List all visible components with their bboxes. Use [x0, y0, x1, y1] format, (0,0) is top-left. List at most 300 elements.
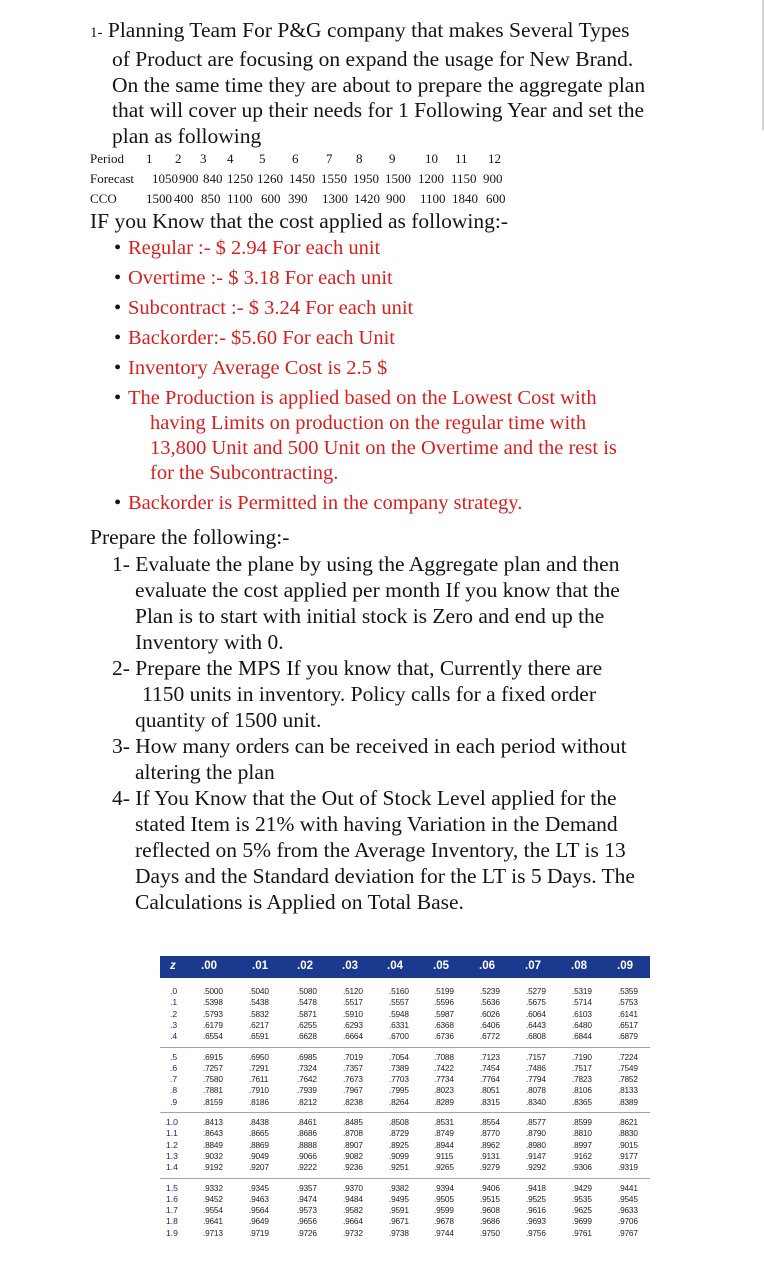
z-row-label: 1.4 [166, 1162, 178, 1173]
z-table-cell: .9732 [343, 1227, 363, 1238]
z-table-cell: .9738 [389, 1227, 409, 1238]
z-table-cell: .5398 [203, 997, 223, 1008]
z-table-cell: .9726 [297, 1227, 317, 1238]
z-table-cell: .7454 [480, 1062, 500, 1073]
z-table-cell: .9573 [297, 1205, 317, 1216]
z-table-cell: .6591 [249, 1031, 269, 1042]
z-table-cell: .7257 [203, 1062, 223, 1073]
z-table-cell: .9251 [389, 1162, 409, 1173]
z-table-cell: .8599 [572, 1117, 592, 1127]
z-table-cell: .8830 [618, 1128, 638, 1139]
z-table-cell: .7580 [203, 1074, 223, 1085]
z-table-cell: .7939 [297, 1085, 317, 1096]
question-line-1: 1- Planning Team For P&G company that makes Several Types [90, 18, 630, 42]
z-table-cell: .8264 [389, 1096, 409, 1107]
cco-cell: 1840 [452, 191, 478, 206]
z-table-cell: .9357 [297, 1182, 317, 1193]
z-table-cell: .9582 [343, 1205, 363, 1216]
forecast-cell: 1260 [257, 171, 283, 186]
z-group-divider [160, 1178, 650, 1179]
z-table-cell: .8389 [618, 1096, 638, 1107]
z-table-cell: .9474 [297, 1193, 317, 1204]
z-table-cell: .9525 [526, 1193, 546, 1204]
z-row-label: .9 [170, 1096, 178, 1107]
z-table-cell: .6293 [343, 1019, 363, 1030]
z-table-cell: .5199 [434, 986, 454, 996]
z-row-label: 1.8 [166, 1216, 178, 1227]
period-cell: 7 [326, 151, 333, 166]
task-4: 4- If You Know that the Out of Stock Level applied for the stated Item is 21% with having Variation in the Demand reflected on 5% from the Average Inventory, the LT is 13 Days and the Standard deviation for the LT is 5 Days. The Calculations is Applied on Total Base. [112, 786, 635, 914]
z-column-header: .05 [433, 960, 449, 972]
z-table-cell: .7881 [203, 1085, 223, 1096]
z-table-cell: .9505 [434, 1193, 454, 1204]
z-table-cell: .5675 [526, 997, 546, 1008]
z-table-cell: .7190 [572, 1051, 592, 1062]
z-table-cell: .8289 [434, 1096, 454, 1107]
z-table-cell: .9306 [572, 1162, 592, 1173]
z-table-cell: .7224 [618, 1051, 638, 1062]
z-table-cell: .9671 [389, 1216, 409, 1227]
z-table-cell: .7703 [389, 1074, 409, 1085]
z-table-cell: .9616 [526, 1205, 546, 1216]
z-table-cell: .7823 [572, 1074, 592, 1085]
z-table-cell: .8944 [434, 1139, 454, 1150]
z-table-cell: .6179 [203, 1019, 223, 1030]
z-row-label: .0 [170, 986, 178, 996]
z-column-header: .02 [297, 960, 313, 972]
z-table-cell: .6026 [480, 1008, 500, 1019]
z-column-header: .08 [571, 960, 587, 972]
question-line-3: On the same time they are about to prepare the aggregate plan [112, 72, 646, 97]
cco-cell: 600 [261, 191, 281, 206]
cco-cell: 850 [201, 191, 221, 206]
z-table-cell: .5793 [203, 1008, 223, 1019]
z-table-cell: .9678 [434, 1216, 454, 1227]
z-table-cell: .7910 [249, 1085, 269, 1096]
z-table-cell: .9633 [618, 1205, 638, 1216]
z-table-cell: .7967 [343, 1085, 363, 1096]
task-list [112, 551, 752, 915]
z-table-cell: .8133 [618, 1085, 638, 1096]
period-cell: 4 [227, 151, 234, 166]
z-table-cell: .9394 [434, 1182, 454, 1193]
period-cell: 1 [146, 151, 153, 166]
z-table-cell: .7123 [480, 1051, 500, 1062]
z-row-label: 1.6 [166, 1193, 178, 1204]
cco-cell: 1100 [227, 191, 253, 206]
task-3: 3- How many orders can be received in each period without altering the plan [112, 734, 627, 784]
cco-cell: 600 [486, 191, 506, 206]
z-table-cell: .8749 [434, 1128, 454, 1139]
z-table-cell: .9382 [389, 1182, 409, 1193]
z-table-cell: .8159 [203, 1096, 223, 1107]
z-table-cell: .7291 [249, 1062, 269, 1073]
z-table-cell: .6985 [297, 1051, 317, 1062]
z-table-cell: .7642 [297, 1074, 317, 1085]
period-cell: 11 [455, 151, 468, 166]
z-table-cell: .5120 [343, 986, 363, 996]
z-table-cell: .6628 [297, 1031, 317, 1042]
z-table-cell: .9515 [480, 1193, 500, 1204]
cost-list [114, 236, 734, 521]
period-cell: 6 [292, 151, 299, 166]
question-line-4: that will cover up their needs for 1 Following Year and set the [112, 98, 645, 123]
prepare-heading: Prepare the following:- [90, 525, 290, 549]
z-table-cell: .6103 [572, 1008, 592, 1019]
z-table-cell: .8962 [480, 1139, 500, 1150]
bullet-icon: • [114, 267, 122, 289]
z-table-cell: .5832 [249, 1008, 269, 1019]
z-table-cell: .5910 [343, 1008, 363, 1019]
forecast-cell: 840 [203, 171, 223, 186]
z-table-cell: .6772 [480, 1031, 500, 1042]
z-table-cell: .8665 [249, 1128, 269, 1139]
z-table-cell: .9441 [618, 1182, 638, 1193]
task-2: 2- Prepare the MPS If you know that, Currently there are 1150 units in inventory. Policy calls for a fixed order quantity of 1500 unit. [112, 656, 603, 732]
z-table-cell: .7486 [526, 1062, 546, 1073]
z-table-cell: .7852 [618, 1074, 638, 1085]
z-table-cell: .6736 [434, 1031, 454, 1042]
z-table-cell: .5714 [572, 997, 592, 1008]
bullet-icon: • [114, 237, 122, 259]
z-table-cell: .7357 [343, 1062, 363, 1073]
z-table-cell: .5987 [434, 1008, 454, 1019]
z-table-cell: .9265 [434, 1162, 454, 1173]
question-line-2: of Product are focusing on expand the usage for New Brand. [112, 46, 634, 71]
z-row-label: .5 [170, 1051, 178, 1062]
z-table-cell: .6879 [618, 1031, 638, 1042]
bullet-icon: • [114, 357, 122, 379]
z-table-cell: .8238 [343, 1096, 363, 1107]
z-table-cell: .7549 [618, 1062, 638, 1073]
z-table-cell: .8340 [526, 1096, 546, 1107]
z-table-cell: .9032 [203, 1150, 223, 1161]
production-note: • The Production is applied based on the Lowest Cost with having Limits on production on the regular time with 13,800 Unit and 500 Unit on the Overtime and the rest is for the Subcontracting. [114, 387, 617, 484]
z-row-label: 1.0 [166, 1117, 178, 1127]
z-table-cell: .9049 [249, 1150, 269, 1161]
z-row-label: .7 [170, 1074, 178, 1085]
z-table-cell: .9495 [389, 1193, 409, 1204]
z-table-cell: .9066 [297, 1150, 317, 1161]
z-table-cell: .9641 [203, 1216, 223, 1227]
z-table-cell: .9608 [480, 1205, 500, 1216]
period-cell: 2 [175, 151, 182, 166]
z-column-header: .09 [617, 960, 633, 972]
z-table-cell: .9429 [572, 1182, 592, 1193]
bullet-icon: • [114, 492, 122, 514]
z-table-cell: .8577 [526, 1117, 546, 1127]
z-table-cell: .9564 [249, 1205, 269, 1216]
period-cell: 8 [356, 151, 363, 166]
question-paragraph [90, 18, 750, 150]
z-table-cell: .8508 [389, 1117, 409, 1127]
z-table-cell: .6141 [618, 1008, 638, 1019]
z-table-cell: .8925 [389, 1139, 409, 1150]
z-table-cell: .8438 [249, 1117, 269, 1127]
z-table-cell: .5040 [249, 986, 269, 996]
z-table-cell: .8907 [343, 1139, 363, 1150]
z-table-cell: .8023 [434, 1085, 454, 1096]
period-cell: 5 [259, 151, 266, 166]
z-table-cell: .8186 [249, 1096, 269, 1107]
z-table-cell: .9418 [526, 1182, 546, 1193]
z-table-cell: .6406 [480, 1019, 500, 1030]
z-table-header [160, 956, 650, 978]
forecast-cell: 1550 [321, 171, 347, 186]
z-row-label: 1.5 [166, 1182, 178, 1193]
z-table-cell: .5279 [526, 986, 546, 996]
z-table-cell: .8051 [480, 1085, 500, 1096]
cost-backorder: • Backorder:- $5.60 For each Unit [114, 327, 395, 349]
cost-overtime: • Overtime :- $ 3.18 For each unit [114, 267, 393, 289]
z-table-cell: .9484 [343, 1193, 363, 1204]
z-row-label: .8 [170, 1085, 178, 1096]
z-row-label: .2 [170, 1008, 178, 1019]
period-cell: 12 [488, 151, 501, 166]
cco-cell: 390 [288, 191, 308, 206]
z-table-cell: .6664 [343, 1031, 363, 1042]
z-table-cell: .9147 [526, 1150, 546, 1161]
z-table-cell: .7517 [572, 1062, 592, 1073]
z-table-cell: .9319 [618, 1162, 638, 1173]
cco-cell: 1500 [146, 191, 172, 206]
z-table-cell: .8729 [389, 1128, 409, 1139]
z-table-cell: .9699 [572, 1216, 592, 1227]
cost-regular: • Regular :- $ 2.94 For each unit [114, 237, 381, 259]
forecast-cell: 900 [179, 171, 199, 186]
z-table-cell: .5359 [618, 986, 638, 996]
z-table-cell: .5596 [434, 997, 454, 1008]
z-table-cell: .7324 [297, 1062, 317, 1073]
backorder-note: • Backorder is Permitted in the company strategy. [114, 492, 523, 514]
z-table-cell: .8686 [297, 1128, 317, 1139]
cost-inventory: • Inventory Average Cost is 2.5 $ [114, 357, 388, 379]
z-table-cell: .9599 [434, 1205, 454, 1216]
z-table-cell: .7389 [389, 1062, 409, 1073]
z-table-cell: .9192 [203, 1162, 223, 1173]
z-table-cell: .9099 [389, 1150, 409, 1161]
z-table-cell: .9177 [618, 1150, 638, 1161]
z-table-cell: .6480 [572, 1019, 592, 1030]
z-table-cell: .5000 [203, 986, 223, 996]
forecast-cell: 1150 [451, 171, 477, 186]
z-row-label: .3 [170, 1019, 178, 1030]
z-table-cell: .9750 [480, 1227, 500, 1238]
z-table-cell: .7734 [434, 1074, 454, 1085]
z-table-cell: .8413 [203, 1117, 223, 1127]
z-table-cell: .8106 [572, 1085, 592, 1096]
z-table-cell: .9591 [389, 1205, 409, 1216]
period-cell: 10 [425, 151, 438, 166]
z-table-cell: .9713 [203, 1227, 223, 1238]
z-table-cell: .9664 [343, 1216, 363, 1227]
z-table-cell: .6554 [203, 1031, 223, 1042]
z-table-cell: .9131 [480, 1150, 500, 1161]
z-table-cell: .9535 [572, 1193, 592, 1204]
z-table-cell: .9452 [203, 1193, 223, 1204]
z-table-cell: .9767 [618, 1227, 638, 1238]
z-table-cell: .6064 [526, 1008, 546, 1019]
z-table-cell: .8365 [572, 1096, 592, 1107]
z-table-cell: .9222 [297, 1162, 317, 1173]
cco-cell: 1100 [420, 191, 446, 206]
z-table-cell: .9545 [618, 1193, 638, 1204]
question-line-5: plan as following [112, 124, 262, 149]
z-table-cell: .7054 [389, 1051, 409, 1062]
z-table-cell: .8980 [526, 1139, 546, 1150]
z-table-cell: .8790 [526, 1128, 546, 1139]
z-table-cell: .5557 [389, 997, 409, 1008]
z-row-label: 1.3 [166, 1150, 178, 1161]
period-cell: 9 [389, 151, 396, 166]
z-table-cell: .8212 [297, 1096, 317, 1107]
z-table-cell: .7422 [434, 1062, 454, 1073]
cco-cell: 1420 [354, 191, 380, 206]
z-table-cell: .6368 [434, 1019, 454, 1030]
period-cell: 3 [200, 151, 207, 166]
z-table-cell: .6700 [389, 1031, 409, 1042]
z-table-cell: .8849 [203, 1139, 223, 1150]
z-table-cell: .5239 [480, 986, 500, 996]
z-table-cell: .9625 [572, 1205, 592, 1216]
z-column-header: .04 [387, 960, 403, 972]
z-row-label: .6 [170, 1062, 178, 1073]
z-group-divider [160, 1047, 650, 1048]
z-table-cell: .8485 [343, 1117, 363, 1127]
forecast-cell: 1500 [385, 171, 411, 186]
z-table-cell: .5080 [297, 986, 317, 996]
z-table-cell: .9719 [249, 1227, 269, 1238]
z-table-cell: .6517 [618, 1019, 638, 1030]
cost-intro: IF you Know that the cost applied as following:- [90, 209, 508, 233]
z-table-cell: .7019 [343, 1051, 363, 1062]
forecast-label: Forecast [90, 171, 135, 186]
z-table-cell: .8461 [297, 1117, 317, 1127]
z-table-cell: .9082 [343, 1150, 363, 1161]
period-label: Period [90, 151, 124, 166]
z-table-cell: .9554 [203, 1205, 223, 1216]
z-table-cell: .6915 [203, 1051, 223, 1062]
z-column-header: .07 [525, 960, 541, 972]
z-table-cell: .7995 [389, 1085, 409, 1096]
z-table-cell: .9207 [249, 1162, 269, 1173]
forecast-cell: 1200 [418, 171, 444, 186]
z-table-cell: .9744 [434, 1227, 454, 1238]
z-table-cell: .8708 [343, 1128, 363, 1139]
z-table-cell: .8315 [480, 1096, 500, 1107]
z-table-cell: .9236 [343, 1162, 363, 1173]
z-group-divider [160, 1112, 650, 1113]
forecast-cell: 1950 [353, 171, 379, 186]
z-table-cell: .5438 [249, 997, 269, 1008]
cco-cell: 900 [386, 191, 406, 206]
z-table-cell: .9292 [526, 1162, 546, 1173]
z-table-cell: .7764 [480, 1074, 500, 1085]
forecast-cell: 1050 [152, 171, 178, 186]
z-table-cell: .8078 [526, 1085, 546, 1096]
z-table-cell: .9649 [249, 1216, 269, 1227]
z-table-cell: .8531 [434, 1117, 454, 1127]
z-table-cell: .5517 [343, 997, 363, 1008]
z-table-cell: .8810 [572, 1128, 592, 1139]
z-table-cell: .5948 [389, 1008, 409, 1019]
z-table-cell: .7673 [343, 1074, 363, 1085]
z-table-cell: .8869 [249, 1139, 269, 1150]
z-table-cell: .6331 [389, 1019, 409, 1030]
z-table-cell: .9332 [203, 1182, 223, 1193]
z-table-cell: .8621 [618, 1117, 638, 1127]
z-table-cell: .9761 [572, 1227, 592, 1238]
z-row-label: 1.7 [166, 1205, 178, 1216]
cost-subcontract: • Subcontract :- $ 3.24 For each unit [114, 297, 414, 319]
bullet-icon: • [114, 387, 122, 409]
cco-cell: 1300 [322, 191, 348, 206]
z-table-cell: .6217 [249, 1019, 269, 1030]
forecast-cell: 1250 [227, 171, 253, 186]
forecast-cell: 900 [483, 171, 503, 186]
z-table-cell: .5871 [297, 1008, 317, 1019]
z-table [160, 956, 650, 1256]
z-table-cell: .9756 [526, 1227, 546, 1238]
z-table-cell: .7794 [526, 1074, 546, 1085]
z-table-cell: .9693 [526, 1216, 546, 1227]
z-table-cell: .6808 [526, 1031, 546, 1042]
z-column-header: .00 [201, 960, 217, 972]
z-table-cell: .7088 [434, 1051, 454, 1062]
z-column-header: .01 [252, 960, 268, 972]
z-table-cell: .9279 [480, 1162, 500, 1173]
z-table-cell: .9656 [297, 1216, 317, 1227]
z-table-cell: .9370 [343, 1182, 363, 1193]
z-table-cell: .9162 [572, 1150, 592, 1161]
z-table-cell: .6844 [572, 1031, 592, 1042]
z-table-cell: .8770 [480, 1128, 500, 1139]
z-table-cell: .6443 [526, 1019, 546, 1030]
z-table-cell: .9115 [434, 1150, 454, 1161]
z-table-cell: .5160 [389, 986, 409, 996]
z-column-header: .06 [479, 960, 495, 972]
z-table-cell: .8997 [572, 1139, 592, 1150]
z-table-cell: .9706 [618, 1216, 638, 1227]
z-table-cell: .6255 [297, 1019, 317, 1030]
question-number: 1- [90, 25, 103, 41]
z-row-label: .1 [170, 997, 178, 1008]
z-table-cell: .5636 [480, 997, 500, 1008]
forecast-cell: 1450 [289, 171, 315, 186]
z-table-cell: .9345 [249, 1182, 269, 1193]
z-table-cell: .6950 [249, 1051, 269, 1062]
z-corner-label: z [170, 960, 176, 972]
cco-label: CCO [90, 191, 117, 206]
z-row-label: .4 [170, 1031, 178, 1042]
z-row-label: 1.9 [166, 1227, 178, 1238]
bullet-icon: • [114, 297, 122, 319]
z-table-cell: .9686 [480, 1216, 500, 1227]
task-1: 1- Evaluate the plane by using the Aggregate plan and then evaluate the cost applied per month If you know that the Plan is to start with initial stock is Zero and end up the Inventory with 0. [112, 552, 620, 654]
z-table-cell: .7611 [249, 1074, 269, 1085]
cco-cell: 400 [174, 191, 194, 206]
z-table-cell: .5319 [572, 986, 592, 996]
z-table-cell: .5753 [618, 997, 638, 1008]
bullet-icon: • [114, 327, 122, 349]
z-table-cell: .7157 [526, 1051, 546, 1062]
z-table-cell: .9015 [618, 1139, 638, 1150]
z-table-cell: .9406 [480, 1182, 500, 1193]
z-table-cell: .8554 [480, 1117, 500, 1127]
z-row-label: 1.2 [166, 1139, 178, 1150]
z-row-label: 1.1 [166, 1128, 178, 1139]
z-table-cell: .8643 [203, 1128, 223, 1139]
